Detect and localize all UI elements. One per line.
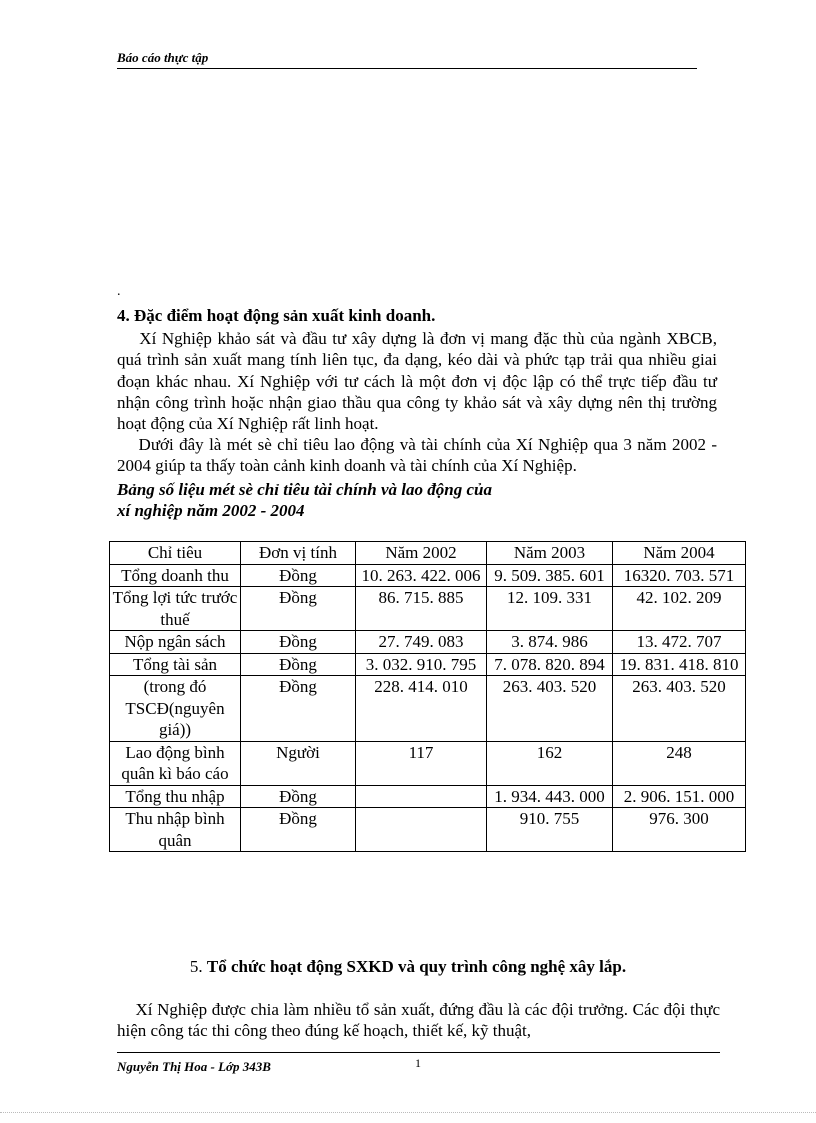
paragraph-2 bbox=[117, 434, 717, 477]
table-cell: Tổng tài sản bbox=[110, 653, 241, 676]
section-5-number: 5. bbox=[189, 957, 203, 976]
table-cell: 263. 403. 520 bbox=[487, 676, 613, 742]
paragraph-1 bbox=[117, 328, 717, 434]
table-cell: Người bbox=[241, 741, 356, 785]
table-cell: 86. 715. 885 bbox=[356, 587, 487, 631]
table-cell bbox=[356, 808, 487, 852]
header-cell: Đơn vị tính bbox=[241, 542, 356, 565]
table-caption-line-2: xí nghiệp năm 2002 - 2004 bbox=[117, 501, 305, 520]
table-cell: 19. 831. 418. 810 bbox=[613, 653, 746, 676]
section-5-heading: Tổ chức hoạt động SXKD và quy trình công nghệ xây lắp. bbox=[206, 957, 627, 976]
table-cell: 976. 300 bbox=[613, 808, 746, 852]
table-cell: 910. 755 bbox=[487, 808, 613, 852]
table-caption bbox=[117, 479, 492, 521]
table-cell: Đồng bbox=[241, 631, 356, 654]
header-cell: Năm 2003 bbox=[487, 542, 613, 565]
table-cell: Đồng bbox=[241, 785, 356, 808]
table-cell: Tổng thu nhập bbox=[110, 785, 241, 808]
page-break-line bbox=[0, 1112, 816, 1113]
table-cell: Đồng bbox=[241, 653, 356, 676]
table-row bbox=[110, 653, 746, 676]
page-footer: Nguyễn Thị Hoa - Lớp 343B bbox=[117, 1052, 720, 1075]
table-cell: 27. 749. 083 bbox=[356, 631, 487, 654]
paragraph-3-text: Xí Nghiệp được chia làm nhiều tổ sản xuất, đứng đầu là các đội trưởng. Các đội thực hiện công tác thi công theo đúng kế hoạch, thiết kế, kỹ thuật, bbox=[117, 1000, 720, 1041]
table-cell: Tổng doanh thu bbox=[110, 564, 241, 587]
table-row bbox=[110, 785, 746, 808]
table-cell: (trong đó TSCĐ(nguyên giá)) bbox=[110, 676, 241, 742]
page-header: Báo cáo thực tập bbox=[117, 50, 697, 69]
table-row bbox=[110, 587, 746, 631]
table-cell: Lao động bình quân kì báo cáo bbox=[110, 741, 241, 785]
table-cell: Đồng bbox=[241, 587, 356, 631]
paragraph-1-text: Xí Nghiệp khảo sát và đầu tư xây dựng là đơn vị mang đặc thù của ngành XBCB, quá trình sản xuất mang tính liên tục, đa dạng, kéo dài và phức tạp trải qua nhiều giai đoạn khác nhau. Xí Nghiệp với tư cách là một đơn vị độc lập có thể trực tiếp đầu tư nhận công trình hoặc nhận giao thầu qua công ty khảo sát và xây dựng nên thị trường hoạt động của Xí Nghiệp rất linh hoạt. bbox=[117, 329, 718, 434]
table-cell: 228. 414. 010 bbox=[356, 676, 487, 742]
table-caption-line-1: Bảng số liệu mét sè chỉ tiêu tài chính và lao động của bbox=[117, 480, 492, 499]
table-row bbox=[110, 631, 746, 654]
table-cell: 7. 078. 820. 894 bbox=[487, 653, 613, 676]
header-cell: Năm 2002 bbox=[356, 542, 487, 565]
table-cell: 263. 403. 520 bbox=[613, 676, 746, 742]
stray-dot: . bbox=[117, 284, 121, 299]
table-cell: 10. 263. 422. 006 bbox=[356, 564, 487, 587]
table-cell: 3. 874. 986 bbox=[487, 631, 613, 654]
section-4-title: 4. Đặc điểm hoạt động sản xuất kinh doanh. bbox=[117, 306, 436, 325]
table-cell: 117 bbox=[356, 741, 487, 785]
table-cell: Nộp ngân sách bbox=[110, 631, 241, 654]
paragraph-2-text: Dưới đây là mét sè chỉ tiêu lao động và tài chính của Xí Nghiệp qua 3 năm 2002 - 2004 giúp ta thấy toàn cảnh kinh doanh và tài chính của Xí Nghiệp. bbox=[117, 435, 717, 476]
indicator-table bbox=[109, 541, 746, 852]
table-row bbox=[110, 808, 746, 852]
table-cell bbox=[356, 785, 487, 808]
table-cell: 16320. 703. 571 bbox=[613, 564, 746, 587]
header-cell: Chỉ tiêu bbox=[110, 542, 241, 565]
table-cell: 2. 906. 151. 000 bbox=[613, 785, 746, 808]
page-number: 1 bbox=[415, 1056, 421, 1070]
table-header-row bbox=[110, 542, 746, 565]
table-row bbox=[110, 741, 746, 785]
table-cell: 162 bbox=[487, 741, 613, 785]
table-row bbox=[110, 564, 746, 587]
table-cell: Thu nhập bình quân bbox=[110, 808, 241, 852]
header-cell: Năm 2004 bbox=[613, 542, 746, 565]
table-row bbox=[110, 676, 746, 742]
table-cell: 248 bbox=[613, 741, 746, 785]
table-cell: 12. 109. 331 bbox=[487, 587, 613, 631]
table-cell: 9. 509. 385. 601 bbox=[487, 564, 613, 587]
paragraph-3 bbox=[117, 999, 720, 1042]
table-cell: 1. 934. 443. 000 bbox=[487, 785, 613, 808]
table-cell: 3. 032. 910. 795 bbox=[356, 653, 487, 676]
table-cell: Tổng lợi tức trước thuế bbox=[110, 587, 241, 631]
table-cell: Đồng bbox=[241, 808, 356, 852]
section-5-title bbox=[0, 957, 816, 977]
table-cell: Đồng bbox=[241, 564, 356, 587]
table-cell: 13. 472. 707 bbox=[613, 631, 746, 654]
table-cell: Đồng bbox=[241, 676, 356, 742]
table-cell: 42. 102. 209 bbox=[613, 587, 746, 631]
